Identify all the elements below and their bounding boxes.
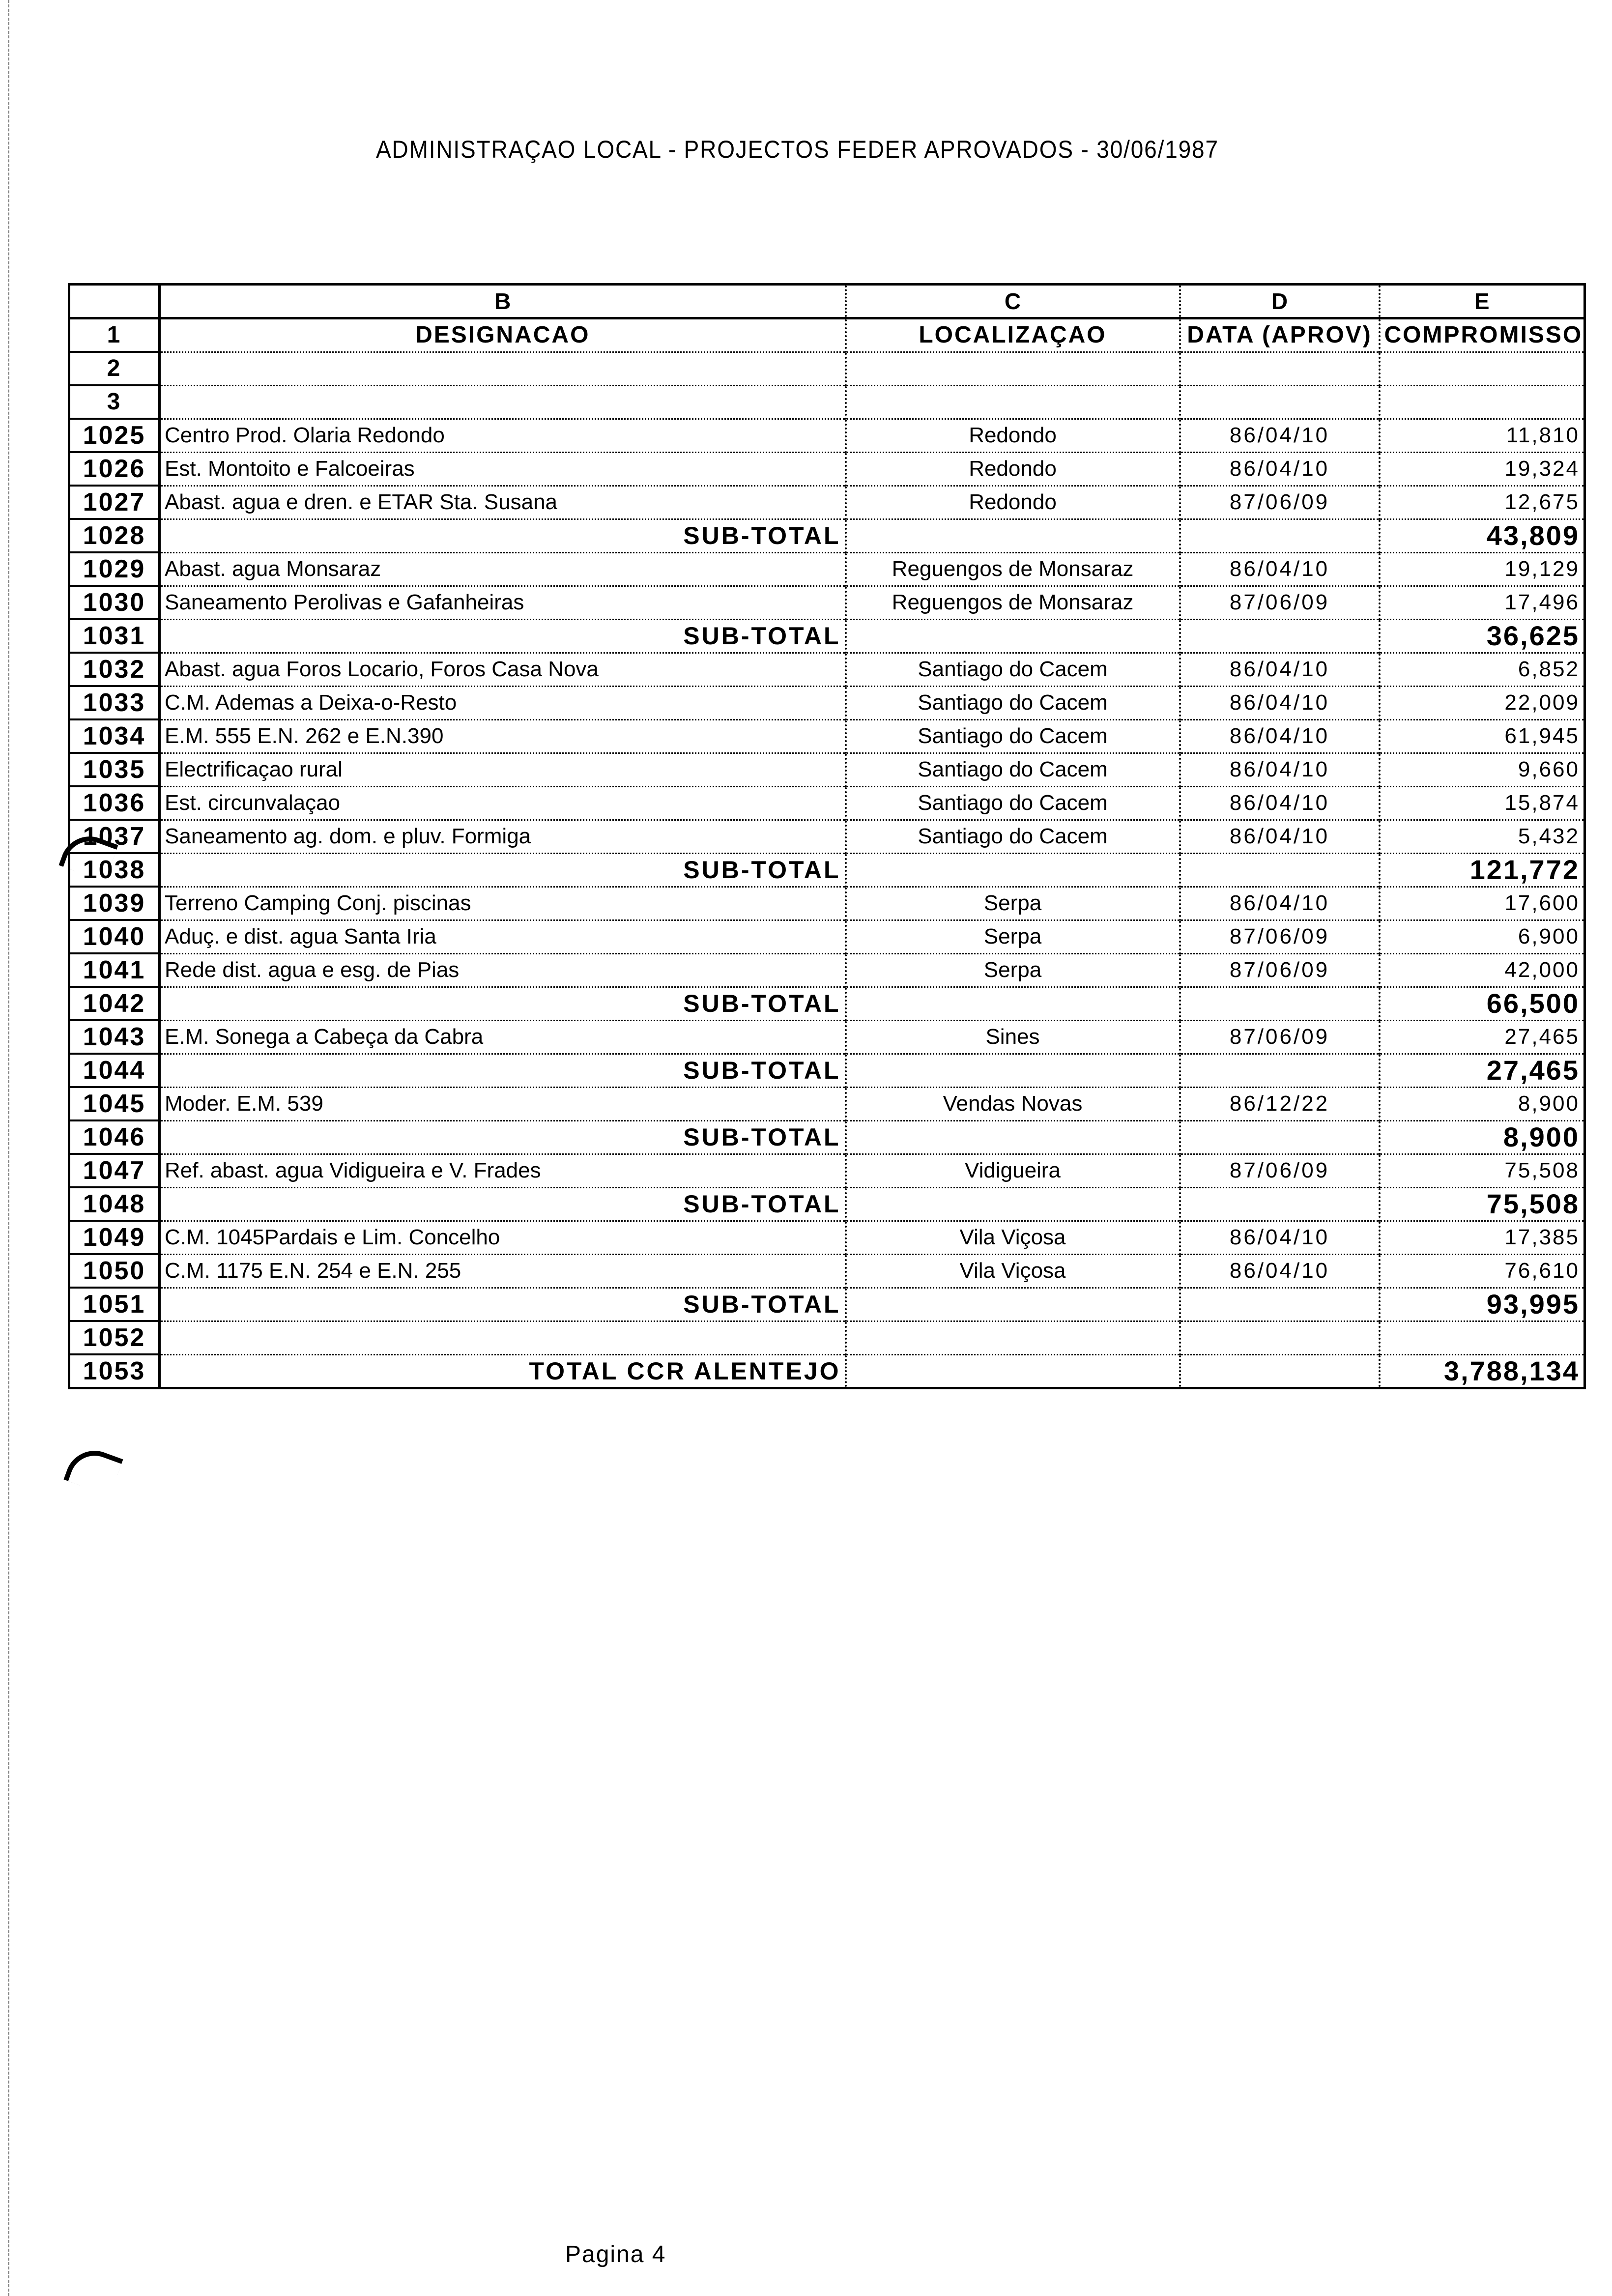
cell-data[interactable]: 86/04/10 bbox=[1180, 653, 1380, 686]
table-row bbox=[69, 786, 1585, 820]
cell-compromisso[interactable]: 61,945 bbox=[1380, 719, 1585, 753]
subtotal-row bbox=[69, 1120, 1585, 1154]
cell-data[interactable]: 86/04/10 bbox=[1180, 1221, 1380, 1254]
cell-data[interactable]: 86/04/10 bbox=[1180, 686, 1380, 719]
subtotal-row bbox=[69, 987, 1585, 1020]
cell-compromisso[interactable]: 93,995 bbox=[1380, 1288, 1585, 1321]
cell-localizacao[interactable] bbox=[846, 853, 1180, 887]
row-number[interactable]: 1026 bbox=[69, 452, 160, 486]
cell-designacao[interactable]: DESIGNACAO bbox=[160, 318, 846, 352]
row-number[interactable]: 1029 bbox=[69, 552, 160, 586]
cell-compromisso[interactable]: 76,610 bbox=[1380, 1254, 1585, 1288]
cell-compromisso[interactable]: 6,900 bbox=[1380, 920, 1585, 953]
cell-compromisso[interactable]: 8,900 bbox=[1380, 1120, 1585, 1154]
table-row bbox=[69, 686, 1585, 719]
cell-localizacao[interactable]: Santiago do Cacem bbox=[846, 686, 1180, 719]
cell-localizacao[interactable]: Serpa bbox=[846, 887, 1180, 920]
cell-data[interactable]: 86/04/10 bbox=[1180, 820, 1380, 853]
cell-designacao[interactable]: C.M. Ademas a Deixa-o-Resto bbox=[160, 686, 846, 719]
table-row bbox=[69, 719, 1585, 753]
row-number[interactable]: 1048 bbox=[69, 1187, 160, 1221]
cell-localizacao[interactable] bbox=[846, 352, 1180, 385]
page-title: ADMINISTRAÇAO LOCAL - PROJECTOS FEDER APROVADOS - 30/06/1987 bbox=[376, 136, 1219, 163]
cell-data[interactable]: 87/06/09 bbox=[1180, 920, 1380, 953]
cell-localizacao[interactable] bbox=[846, 1321, 1180, 1354]
cell-compromisso[interactable]: 66,500 bbox=[1380, 987, 1585, 1020]
cell-designacao[interactable]: Abast. agua e dren. e ETAR Sta. Susana bbox=[160, 486, 846, 519]
cell-compromisso[interactable]: 75,508 bbox=[1380, 1187, 1585, 1221]
cell-designacao[interactable]: E.M. 555 E.N. 262 e E.N.390 bbox=[160, 719, 846, 753]
cell-data[interactable] bbox=[1180, 1187, 1380, 1221]
cell-compromisso[interactable]: 42,000 bbox=[1380, 953, 1585, 987]
header-row bbox=[69, 385, 1585, 419]
cell-data[interactable]: DATA (APROV) bbox=[1180, 318, 1380, 352]
cell-data[interactable]: 86/04/10 bbox=[1180, 552, 1380, 586]
cell-designacao[interactable]: Est. circunvalaçao bbox=[160, 786, 846, 820]
cell-localizacao[interactable]: Santiago do Cacem bbox=[846, 653, 1180, 686]
table-row bbox=[69, 1020, 1585, 1054]
cell-data[interactable]: 86/04/10 bbox=[1180, 1254, 1380, 1288]
table-body bbox=[69, 285, 1585, 1388]
table-row bbox=[69, 753, 1585, 786]
row-number[interactable]: 1031 bbox=[69, 619, 160, 653]
cell-compromisso[interactable]: 5,432 bbox=[1380, 820, 1585, 853]
row-number[interactable]: 1025 bbox=[69, 419, 160, 452]
cell-data[interactable]: 86/04/10 bbox=[1180, 719, 1380, 753]
cell-compromisso[interactable]: 17,600 bbox=[1380, 887, 1585, 920]
cell-data[interactable] bbox=[1180, 853, 1380, 887]
cell-localizacao[interactable]: Santiago do Cacem bbox=[846, 719, 1180, 753]
cell-localizacao[interactable]: Redondo bbox=[846, 452, 1180, 486]
row-number[interactable]: 1050 bbox=[69, 1254, 160, 1288]
cell-compromisso[interactable]: 17,496 bbox=[1380, 586, 1585, 619]
cell-localizacao[interactable]: Redondo bbox=[846, 419, 1180, 452]
table-row bbox=[69, 1254, 1585, 1288]
cell-data[interactable] bbox=[1180, 1354, 1380, 1388]
row-number[interactable]: 2 bbox=[69, 352, 160, 385]
table-row bbox=[69, 452, 1585, 486]
cell-compromisso[interactable]: 27,465 bbox=[1380, 1054, 1585, 1087]
cell-localizacao[interactable] bbox=[846, 519, 1180, 552]
cell-designacao[interactable]: SUB-TOTAL bbox=[160, 1054, 846, 1087]
page-number: Pagina 4 bbox=[565, 2241, 666, 2267]
cell-designacao[interactable]: SUB-TOTAL bbox=[160, 987, 846, 1020]
column-header-d[interactable]: D bbox=[1180, 285, 1380, 318]
cell-designacao[interactable] bbox=[160, 385, 846, 419]
cell-designacao[interactable]: Saneamento Perolivas e Gafanheiras bbox=[160, 586, 846, 619]
cell-data[interactable] bbox=[1180, 1054, 1380, 1087]
cell-localizacao[interactable] bbox=[846, 1354, 1180, 1388]
cell-data[interactable]: 86/04/10 bbox=[1180, 887, 1380, 920]
cell-designacao[interactable]: Terreno Camping Conj. piscinas bbox=[160, 887, 846, 920]
cell-data[interactable]: 87/06/09 bbox=[1180, 1154, 1380, 1187]
cell-localizacao[interactable]: Serpa bbox=[846, 953, 1180, 987]
table-row bbox=[69, 953, 1585, 987]
row-number[interactable]: 1053 bbox=[69, 1354, 160, 1388]
row-number[interactable]: 1035 bbox=[69, 753, 160, 786]
cell-designacao[interactable] bbox=[160, 352, 846, 385]
scan-punch-mark bbox=[63, 1442, 123, 1496]
cell-localizacao[interactable] bbox=[846, 1187, 1180, 1221]
cell-localizacao[interactable]: Vidigueira bbox=[846, 1154, 1180, 1187]
cell-localizacao[interactable]: Santiago do Cacem bbox=[846, 786, 1180, 820]
row-number[interactable]: 1038 bbox=[69, 853, 160, 887]
table-row bbox=[69, 920, 1585, 953]
subtotal-row bbox=[69, 519, 1585, 552]
row-number[interactable]: 1039 bbox=[69, 887, 160, 920]
cell-designacao[interactable]: SUB-TOTAL bbox=[160, 619, 846, 653]
column-header-e[interactable]: E bbox=[1380, 285, 1585, 318]
cell-designacao[interactable]: Rede dist. agua e esg. de Pias bbox=[160, 953, 846, 987]
cell-designacao[interactable]: SUB-TOTAL bbox=[160, 1187, 846, 1221]
cell-compromisso[interactable]: 19,324 bbox=[1380, 452, 1585, 486]
cell-compromisso[interactable]: 9,660 bbox=[1380, 753, 1585, 786]
row-number[interactable]: 1047 bbox=[69, 1154, 160, 1187]
row-number[interactable]: 1049 bbox=[69, 1221, 160, 1254]
cell-compromisso[interactable] bbox=[1380, 385, 1585, 419]
subtotal-row bbox=[69, 619, 1585, 653]
cell-localizacao[interactable]: Reguengos de Monsaraz bbox=[846, 586, 1180, 619]
cell-designacao[interactable]: Ref. abast. agua Vidigueira e V. Frades bbox=[160, 1154, 846, 1187]
table-row bbox=[69, 419, 1585, 452]
subtotal-row bbox=[69, 1288, 1585, 1321]
cell-compromisso[interactable]: 19,129 bbox=[1380, 552, 1585, 586]
subtotal-row bbox=[69, 1187, 1585, 1221]
cell-designacao[interactable]: SUB-TOTAL bbox=[160, 1288, 846, 1321]
cell-compromisso[interactable] bbox=[1380, 1321, 1585, 1354]
cell-designacao[interactable]: C.M. 1175 E.N. 254 e E.N. 255 bbox=[160, 1254, 846, 1288]
cell-compromisso[interactable]: 17,385 bbox=[1380, 1221, 1585, 1254]
cell-designacao[interactable]: Abast. agua Monsaraz bbox=[160, 552, 846, 586]
table-row bbox=[69, 1087, 1585, 1120]
row-number[interactable]: 1030 bbox=[69, 586, 160, 619]
cell-designacao[interactable]: Moder. E.M. 539 bbox=[160, 1087, 846, 1120]
cell-compromisso[interactable]: 22,009 bbox=[1380, 686, 1585, 719]
cell-data[interactable]: 87/06/09 bbox=[1180, 586, 1380, 619]
cell-localizacao[interactable]: Vendas Novas bbox=[846, 1087, 1180, 1120]
cell-localizacao[interactable] bbox=[846, 619, 1180, 653]
subtotal-row bbox=[69, 853, 1585, 887]
corner-cell[interactable] bbox=[69, 285, 160, 318]
cell-designacao[interactable]: SUB-TOTAL bbox=[160, 853, 846, 887]
cell-data[interactable] bbox=[1180, 619, 1380, 653]
cell-compromisso[interactable]: 6,852 bbox=[1380, 653, 1585, 686]
cell-designacao[interactable]: SUB-TOTAL bbox=[160, 519, 846, 552]
table-row bbox=[69, 820, 1585, 853]
table-row bbox=[69, 887, 1585, 920]
header-row bbox=[69, 318, 1585, 352]
cell-designacao[interactable]: Centro Prod. Olaria Redondo bbox=[160, 419, 846, 452]
table-row bbox=[69, 586, 1585, 619]
table-row bbox=[69, 1321, 1585, 1354]
row-number[interactable]: 1051 bbox=[69, 1288, 160, 1321]
column-header-c[interactable]: C bbox=[846, 285, 1180, 318]
table-row bbox=[69, 1154, 1585, 1187]
cell-compromisso[interactable]: 121,772 bbox=[1380, 853, 1585, 887]
cell-data[interactable]: 87/06/09 bbox=[1180, 953, 1380, 987]
row-number[interactable]: 1041 bbox=[69, 953, 160, 987]
row-number[interactable]: 1033 bbox=[69, 686, 160, 719]
cell-designacao[interactable]: Est. Montoito e Falcoeiras bbox=[160, 452, 846, 486]
cell-compromisso[interactable]: 12,675 bbox=[1380, 486, 1585, 519]
cell-compromisso[interactable]: 27,465 bbox=[1380, 1020, 1585, 1054]
cell-data[interactable] bbox=[1180, 519, 1380, 552]
row-number[interactable]: 1 bbox=[69, 318, 160, 352]
data-table bbox=[68, 283, 1586, 1389]
row-number[interactable]: 1044 bbox=[69, 1054, 160, 1087]
cell-designacao[interactable]: Abast. agua Foros Locario, Foros Casa Nova bbox=[160, 653, 846, 686]
cell-designacao[interactable]: C.M. 1045Pardais e Lim. Concelho bbox=[160, 1221, 846, 1254]
row-number[interactable]: 1052 bbox=[69, 1321, 160, 1354]
cell-compromisso[interactable]: 8,900 bbox=[1380, 1087, 1585, 1120]
row-number[interactable]: 1032 bbox=[69, 653, 160, 686]
cell-localizacao[interactable] bbox=[846, 1120, 1180, 1154]
table-row bbox=[69, 653, 1585, 686]
cell-localizacao[interactable]: Santiago do Cacem bbox=[846, 820, 1180, 853]
cell-compromisso[interactable]: COMPROMISSO bbox=[1380, 318, 1585, 352]
column-header-row bbox=[69, 285, 1585, 318]
row-number[interactable]: 1027 bbox=[69, 486, 160, 519]
cell-localizacao[interactable] bbox=[846, 385, 1180, 419]
cell-localizacao[interactable]: Serpa bbox=[846, 920, 1180, 953]
cell-data[interactable]: 87/06/09 bbox=[1180, 486, 1380, 519]
cell-localizacao[interactable]: Sines bbox=[846, 1020, 1180, 1054]
cell-data[interactable]: 86/04/10 bbox=[1180, 753, 1380, 786]
row-number[interactable]: 1040 bbox=[69, 920, 160, 953]
cell-compromisso[interactable]: 3,788,134 bbox=[1380, 1354, 1585, 1388]
cell-designacao[interactable]: Aduç. e dist. agua Santa Iria bbox=[160, 920, 846, 953]
cell-data[interactable]: 86/12/22 bbox=[1180, 1087, 1380, 1120]
cell-localizacao[interactable]: Vila Viçosa bbox=[846, 1254, 1180, 1288]
cell-localizacao[interactable] bbox=[846, 1054, 1180, 1087]
cell-compromisso[interactable] bbox=[1380, 352, 1585, 385]
cell-localizacao[interactable]: Redondo bbox=[846, 486, 1180, 519]
cell-data[interactable] bbox=[1180, 1120, 1380, 1154]
cell-designacao[interactable] bbox=[160, 1321, 846, 1354]
cell-compromisso[interactable]: 36,625 bbox=[1380, 619, 1585, 653]
subtotal-row bbox=[69, 1054, 1585, 1087]
cell-localizacao[interactable] bbox=[846, 987, 1180, 1020]
cell-designacao[interactable]: Electrificaçao rural bbox=[160, 753, 846, 786]
subtotal-row bbox=[69, 1354, 1585, 1388]
cell-localizacao[interactable]: Santiago do Cacem bbox=[846, 753, 1180, 786]
cell-designacao[interactable]: SUB-TOTAL bbox=[160, 1120, 846, 1154]
cell-data[interactable]: 86/04/10 bbox=[1180, 786, 1380, 820]
row-number[interactable]: 1045 bbox=[69, 1087, 160, 1120]
cell-localizacao[interactable]: LOCALIZAÇAO bbox=[846, 318, 1180, 352]
header-row bbox=[69, 352, 1585, 385]
cell-data[interactable] bbox=[1180, 987, 1380, 1020]
cell-data[interactable] bbox=[1180, 385, 1380, 419]
cell-designacao[interactable]: E.M. Sonega a Cabeça da Cabra bbox=[160, 1020, 846, 1054]
cell-localizacao[interactable] bbox=[846, 1288, 1180, 1321]
cell-compromisso[interactable]: 43,809 bbox=[1380, 519, 1585, 552]
cell-data[interactable]: 86/04/10 bbox=[1180, 419, 1380, 452]
table-row bbox=[69, 1221, 1585, 1254]
cell-designacao[interactable]: Saneamento ag. dom. e pluv. Formiga bbox=[160, 820, 846, 853]
cell-localizacao[interactable]: Vila Viçosa bbox=[846, 1221, 1180, 1254]
cell-compromisso[interactable]: 15,874 bbox=[1380, 786, 1585, 820]
table-row bbox=[69, 486, 1585, 519]
cell-data[interactable] bbox=[1180, 1321, 1380, 1354]
row-number[interactable]: 1034 bbox=[69, 719, 160, 753]
row-number[interactable]: 1043 bbox=[69, 1020, 160, 1054]
column-header-b[interactable]: B bbox=[160, 285, 846, 318]
table-row bbox=[69, 552, 1585, 586]
scan-edge-line bbox=[8, 0, 9, 2296]
row-number[interactable]: 1037 bbox=[69, 820, 160, 853]
row-number[interactable]: 1028 bbox=[69, 519, 160, 552]
row-number[interactable]: 1042 bbox=[69, 987, 160, 1020]
cell-data[interactable] bbox=[1180, 352, 1380, 385]
spreadsheet bbox=[68, 283, 1583, 1435]
row-number[interactable]: 1036 bbox=[69, 786, 160, 820]
cell-designacao[interactable]: TOTAL CCR ALENTEJO bbox=[160, 1354, 846, 1388]
cell-data[interactable]: 86/04/10 bbox=[1180, 452, 1380, 486]
cell-localizacao[interactable]: Reguengos de Monsaraz bbox=[846, 552, 1180, 586]
cell-data[interactable] bbox=[1180, 1288, 1380, 1321]
row-number[interactable]: 3 bbox=[69, 385, 160, 419]
row-number[interactable]: 1046 bbox=[69, 1120, 160, 1154]
cell-data[interactable]: 87/06/09 bbox=[1180, 1020, 1380, 1054]
cell-compromisso[interactable]: 75,508 bbox=[1380, 1154, 1585, 1187]
cell-compromisso[interactable]: 11,810 bbox=[1380, 419, 1585, 452]
